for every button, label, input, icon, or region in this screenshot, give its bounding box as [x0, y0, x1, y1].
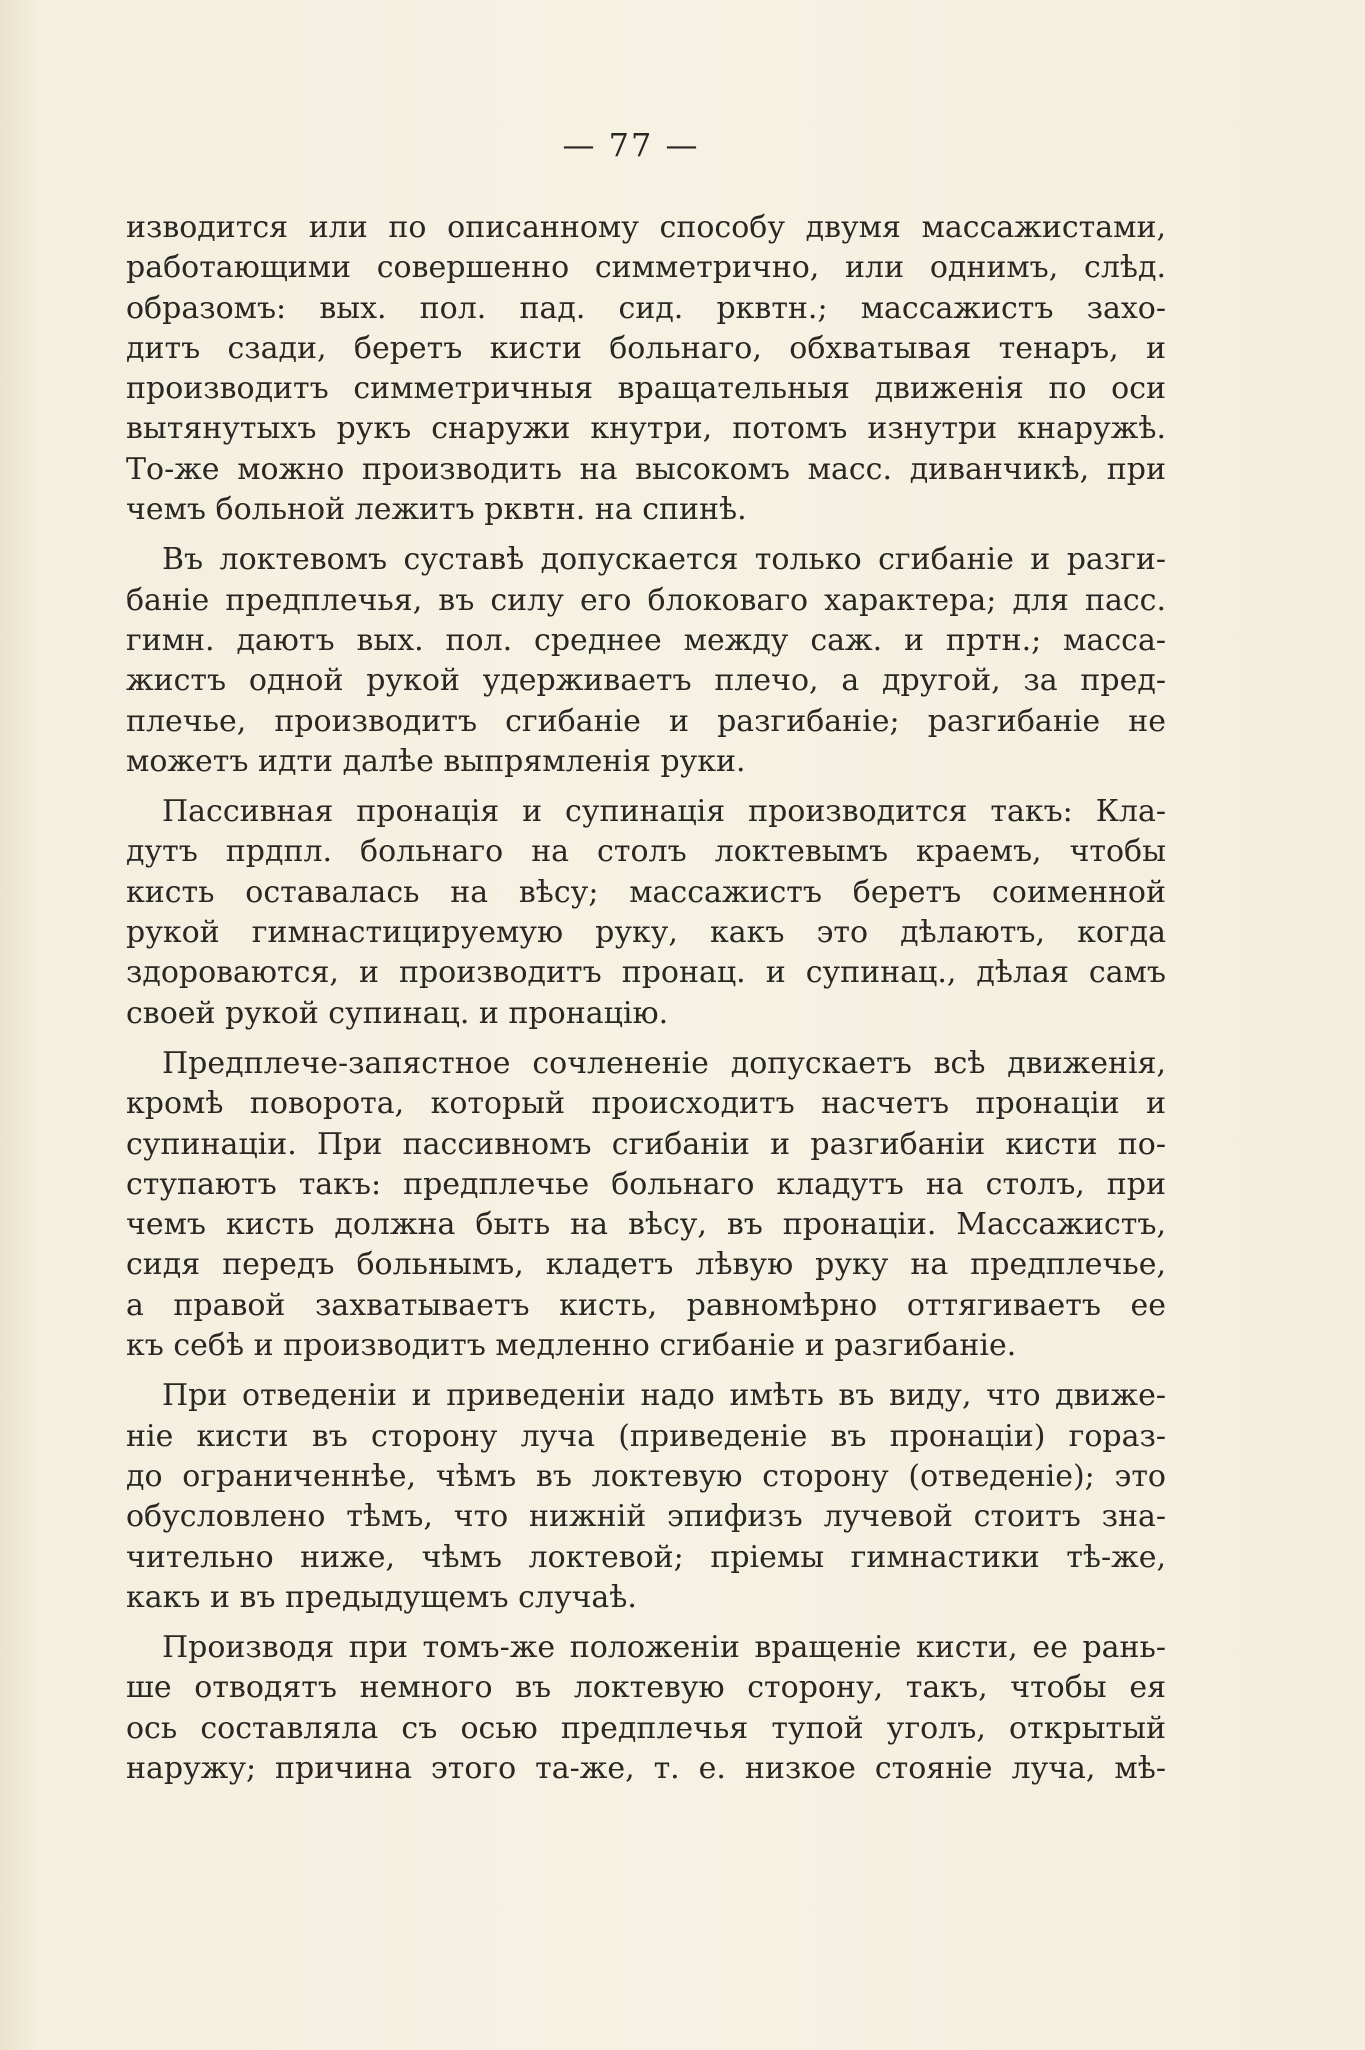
- text-line: чемъ кисть должна быть на вѣсу, въ пронаціи. Массажистъ,: [126, 1207, 1166, 1243]
- body-text: [126, 208, 1166, 1799]
- text-line: супинаціи. При пассивномъ сгибаніи и разгибаніи кисти по-: [126, 1126, 1166, 1162]
- paragraph-6: [126, 1628, 1166, 1789]
- text-line: баніе предплечья, въ силу его блоковаго характера; для пасс.: [126, 582, 1166, 618]
- text-line: обусловлено тѣмъ, что нижній эпифизъ лучевой стоитъ зна-: [126, 1499, 1166, 1535]
- text-line: ніе кисти въ сторону луча (приведеніе въ пронаціи) гораз-: [126, 1418, 1166, 1454]
- text-line: образомъ: вых. пол. пад. сид. рквтн.; массажистъ захо-: [126, 290, 1166, 326]
- text-line: чительно ниже, чѣмъ локтевой; пріемы гимнастики тѣ-же,: [126, 1539, 1166, 1575]
- paragraph-4: [126, 1044, 1166, 1366]
- text-line: своей рукой супинац. и пронацію.: [126, 995, 669, 1031]
- text-line: можетъ идти далѣе выпрямленія руки.: [126, 743, 746, 779]
- text-line: наружу; причина этого та-же, т. е. низкое стояніе луча, мѣ-: [126, 1750, 1166, 1786]
- text-line: То-же можно производить на высокомъ масс. диванчикѣ, при: [126, 451, 1166, 487]
- text-line: ступаютъ такъ: предплечье больнаго кладутъ на столъ, при: [126, 1166, 1166, 1202]
- paragraph-3: [126, 792, 1166, 1034]
- text-line: Въ локтевомъ суставѣ допускается только сгибаніе и разги-: [162, 542, 1166, 578]
- text-line: вытянутыхъ рукъ снаружи кнутри, потомъ изнутри кнаружѣ.: [126, 411, 1166, 447]
- paragraph-2: [126, 540, 1166, 782]
- text-line: чемъ больной лежитъ рквтн. на спинѣ.: [126, 492, 747, 528]
- text-line: ше отводятъ немного въ локтевую сторону, такъ, чтобы ея: [126, 1670, 1166, 1706]
- text-line: кисть оставалась на вѣсу; массажистъ беретъ соименной: [126, 874, 1166, 910]
- text-line: производитъ симметричныя вращательныя движенія по оси: [126, 371, 1166, 407]
- text-line: къ себѣ и производитъ медленно сгибаніе и разгибаніе.: [126, 1328, 1017, 1364]
- text-line: работающими совершенно симметрично, или однимъ, слѣд.: [126, 250, 1166, 286]
- text-line: Пассивная пронація и супинація производится такъ: Кла-: [162, 794, 1166, 830]
- page-number: — 77 —: [562, 126, 700, 164]
- text-line: дитъ сзади, беретъ кисти больнаго, обхватывая тенаръ, и: [126, 330, 1166, 366]
- text-line: плечье, производитъ сгибаніе и разгибаніе; разгибаніе не: [126, 703, 1166, 739]
- text-line: гимн. даютъ вых. пол. среднее между саж. и пртн.; масса-: [126, 622, 1166, 658]
- text-line: изводится или по описанному способу двумя массажистами,: [126, 210, 1166, 245]
- text-line: Производя при томъ-же положеніи вращеніе кисти, ее рань-: [162, 1630, 1166, 1666]
- text-line: дутъ прдпл. больнаго на столъ локтевымъ краемъ, чтобы: [126, 834, 1166, 870]
- text-line: При отведеніи и приведеніи надо имѣть въ виду, что движе-: [162, 1378, 1166, 1414]
- text-line: до ограниченнѣе, чѣмъ въ локтевую сторону (отведеніе); это: [126, 1458, 1166, 1494]
- text-line: а правой захватываетъ кисть, равномѣрно оттягиваетъ ее: [126, 1287, 1166, 1323]
- text-line: сидя передъ больнымъ, кладетъ лѣвую руку на предплечье,: [126, 1247, 1166, 1283]
- text-line: ось составляла съ осью предплечья тупой уголъ, открытый: [126, 1710, 1166, 1746]
- paragraph-5: [126, 1376, 1166, 1618]
- text-line: Предплече-запястное сочлененіе допускаетъ всѣ движенія,: [162, 1045, 1166, 1081]
- text-line: жистъ одной рукой удерживаетъ плечо, а другой, за пред-: [126, 663, 1166, 699]
- text-line: рукой гимнастицируемую руку, какъ это дѣлаютъ, когда: [126, 915, 1166, 951]
- paragraph-1: [126, 208, 1166, 530]
- text-line: кромѣ поворота, который происходитъ насчетъ пронаціи и: [126, 1086, 1166, 1122]
- text-line: здороваются, и производитъ пронац. и супинац., дѣлая самъ: [126, 955, 1166, 991]
- text-line: какъ и въ предыдущемъ случаѣ.: [126, 1579, 637, 1615]
